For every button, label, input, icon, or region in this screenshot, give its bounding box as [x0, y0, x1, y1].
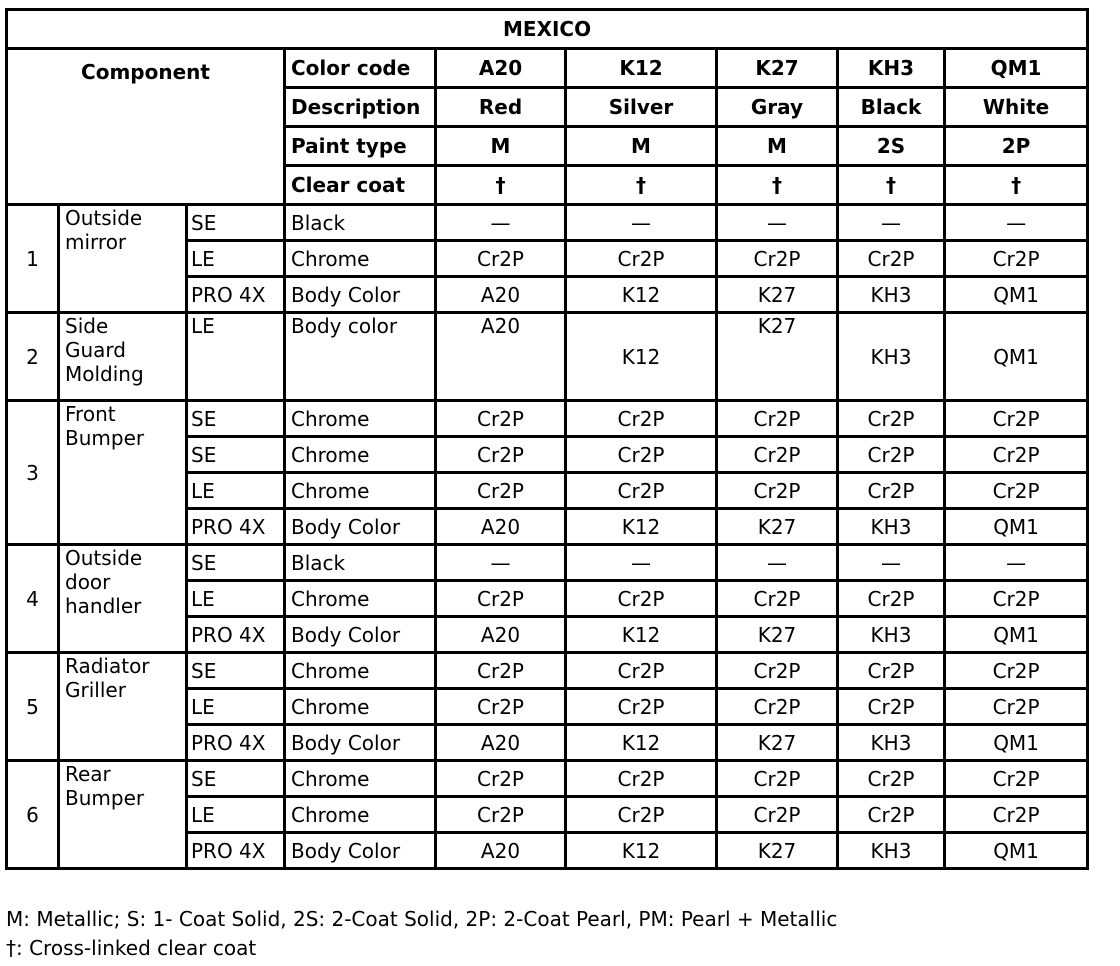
paint-value-cell: —	[838, 545, 945, 581]
paint-value-cell: K12	[566, 313, 717, 401]
paint-value-cell: KH3	[838, 277, 945, 313]
paint-value-cell: A20	[436, 725, 566, 761]
paint-value-cell: Cr2P	[566, 437, 717, 473]
paint-value-cell: Cr2P	[945, 473, 1088, 509]
finish-type: Chrome	[285, 581, 436, 617]
paint-value-cell: —	[945, 205, 1088, 241]
paint-value-cell: KH3	[838, 509, 945, 545]
finish-type: Chrome	[285, 437, 436, 473]
finish-type: Black	[285, 205, 436, 241]
paint-value-cell: QM1	[945, 277, 1088, 313]
clear-coat-cell: †	[945, 166, 1088, 205]
paint-color-table	[5, 8, 1089, 870]
paint-value-cell: Cr2P	[566, 401, 717, 437]
clear-coat-cell: †	[566, 166, 717, 205]
paint-type-cell: 2S	[838, 127, 945, 166]
clear-coat-cell: †	[717, 166, 838, 205]
finish-type: Chrome	[285, 653, 436, 689]
trim-grade: LE	[187, 797, 285, 833]
trim-grade: LE	[187, 473, 285, 509]
paint-value-cell: —	[838, 205, 945, 241]
paint-value-cell: K12	[566, 833, 717, 869]
finish-type: Chrome	[285, 761, 436, 797]
table-title: MEXICO	[7, 10, 1088, 49]
trim-grade: SE	[187, 205, 285, 241]
color-code-label: Color code	[285, 49, 436, 88]
paint-value-cell: Cr2P	[436, 241, 566, 277]
paint-value-cell: K12	[566, 617, 717, 653]
paint-type-cell: 2P	[945, 127, 1088, 166]
paint-value-cell: K27	[717, 277, 838, 313]
finish-type: Body Color	[285, 725, 436, 761]
trim-grade: PRO 4X	[187, 277, 285, 313]
color-description-cell: Black	[838, 88, 945, 127]
component-name: Rear Bumper	[59, 761, 187, 869]
paint-value-cell: Cr2P	[436, 401, 566, 437]
paint-value-cell: Cr2P	[566, 761, 717, 797]
color-code-cell: K12	[566, 49, 717, 88]
paint-value-cell: Cr2P	[566, 473, 717, 509]
clear-coat-cell: †	[838, 166, 945, 205]
finish-type: Black	[285, 545, 436, 581]
trim-grade: PRO 4X	[187, 725, 285, 761]
footnotes	[6, 905, 837, 963]
paint-type-cell: M	[436, 127, 566, 166]
color-description-label: Description	[285, 88, 436, 127]
trim-grade: SE	[187, 401, 285, 437]
paint-value-cell: KH3	[838, 833, 945, 869]
paint-value-cell: —	[436, 205, 566, 241]
paint-value-cell: Cr2P	[436, 797, 566, 833]
paint-value-cell: Cr2P	[436, 473, 566, 509]
paint-value-cell: Cr2P	[838, 241, 945, 277]
clear-coat-legend: †: Cross-linked clear coat	[6, 936, 257, 960]
paint-value-cell: K27	[717, 617, 838, 653]
paint-value-cell: A20	[436, 833, 566, 869]
paint-value-cell: —	[717, 205, 838, 241]
color-code-cell: KH3	[838, 49, 945, 88]
finish-type: Body Color	[285, 509, 436, 545]
paint-value-cell: K12	[566, 277, 717, 313]
paint-value-cell: Cr2P	[566, 797, 717, 833]
component-name: Outside mirror	[59, 205, 187, 313]
paint-value-cell: Cr2P	[838, 797, 945, 833]
component-number: 2	[7, 313, 59, 401]
table-row	[7, 49, 1088, 88]
paint-value-cell: Cr2P	[945, 437, 1088, 473]
paint-value-cell: Cr2P	[945, 401, 1088, 437]
finish-type: Body Color	[285, 617, 436, 653]
paint-value-cell: QM1	[945, 617, 1088, 653]
component-number: 4	[7, 545, 59, 653]
paint-value-cell: Cr2P	[838, 401, 945, 437]
paint-value-cell: Cr2P	[838, 689, 945, 725]
paint-value-cell: Cr2P	[436, 653, 566, 689]
trim-grade: LE	[187, 581, 285, 617]
paint-value-cell: K27	[717, 833, 838, 869]
color-description-cell: Gray	[717, 88, 838, 127]
finish-type: Chrome	[285, 689, 436, 725]
paint-value-cell: Cr2P	[717, 241, 838, 277]
paint-value-cell: KH3	[838, 313, 945, 401]
trim-grade: LE	[187, 313, 285, 401]
paint-value-cell: A20	[436, 509, 566, 545]
table-row	[7, 653, 1088, 689]
component-name: Side Guard Molding	[59, 313, 187, 401]
trim-grade: SE	[187, 545, 285, 581]
trim-grade: PRO 4X	[187, 509, 285, 545]
paint-value-cell: Cr2P	[945, 241, 1088, 277]
clear-coat-label: Clear coat	[285, 166, 436, 205]
paint-value-cell: K27	[717, 725, 838, 761]
color-description-cell: Red	[436, 88, 566, 127]
finish-type: Chrome	[285, 401, 436, 437]
paint-value-cell: KH3	[838, 725, 945, 761]
component-name: Radiator Griller	[59, 653, 187, 761]
paint-type-label: Paint type	[285, 127, 436, 166]
trim-grade: LE	[187, 689, 285, 725]
paint-value-cell: Cr2P	[945, 653, 1088, 689]
paint-value-cell: Cr2P	[717, 653, 838, 689]
color-description-cell: White	[945, 88, 1088, 127]
component-number: 3	[7, 401, 59, 545]
color-description-cell: Silver	[566, 88, 717, 127]
trim-grade: SE	[187, 437, 285, 473]
trim-grade: PRO 4X	[187, 617, 285, 653]
paint-type-cell: M	[717, 127, 838, 166]
paint-value-cell: —	[945, 545, 1088, 581]
component-name: Outside door handler	[59, 545, 187, 653]
paint-type-legend: M: Metallic; S: 1- Coat Solid, 2S: 2-Coat Solid, 2P: 2-Coat Pearl, PM: Pearl + Metallic	[6, 907, 838, 931]
paint-value-cell: A20	[436, 617, 566, 653]
finish-type: Chrome	[285, 797, 436, 833]
finish-type: Body Color	[285, 833, 436, 869]
paint-value-cell: A20	[436, 277, 566, 313]
paint-value-cell: Cr2P	[838, 761, 945, 797]
paint-value-cell: Cr2P	[436, 761, 566, 797]
paint-value-cell: Cr2P	[945, 797, 1088, 833]
paint-value-cell: Cr2P	[945, 689, 1088, 725]
paint-value-cell: Cr2P	[717, 437, 838, 473]
color-code-cell: K27	[717, 49, 838, 88]
paint-value-cell: Cr2P	[566, 653, 717, 689]
paint-value-cell: Cr2P	[838, 437, 945, 473]
paint-value-cell: —	[566, 205, 717, 241]
table-row	[7, 313, 1088, 401]
paint-value-cell: Cr2P	[436, 581, 566, 617]
paint-value-cell: Cr2P	[436, 437, 566, 473]
paint-value-cell: QM1	[945, 509, 1088, 545]
trim-grade: SE	[187, 761, 285, 797]
paint-value-cell: Cr2P	[945, 761, 1088, 797]
paint-value-cell: K12	[566, 509, 717, 545]
paint-value-cell: A20	[436, 313, 566, 401]
paint-value-cell: Cr2P	[838, 473, 945, 509]
table-row	[7, 401, 1088, 437]
trim-grade: PRO 4X	[187, 833, 285, 869]
finish-type: Chrome	[285, 473, 436, 509]
clear-coat-cell: †	[436, 166, 566, 205]
paint-value-cell: Cr2P	[838, 581, 945, 617]
paint-value-cell: Cr2P	[717, 401, 838, 437]
component-number: 1	[7, 205, 59, 313]
table-row	[7, 545, 1088, 581]
paint-value-cell: —	[717, 545, 838, 581]
table-row	[7, 10, 1088, 49]
color-code-cell: QM1	[945, 49, 1088, 88]
paint-value-cell: QM1	[945, 313, 1088, 401]
component-name: Front Bumper	[59, 401, 187, 545]
trim-grade: LE	[187, 241, 285, 277]
paint-value-cell: Cr2P	[717, 473, 838, 509]
finish-type: Body Color	[285, 277, 436, 313]
component-header: Component	[7, 49, 285, 205]
paint-value-cell: KH3	[838, 617, 945, 653]
paint-value-cell: Cr2P	[945, 581, 1088, 617]
paint-value-cell: Cr2P	[717, 689, 838, 725]
paint-value-cell: —	[566, 545, 717, 581]
paint-value-cell: K12	[566, 725, 717, 761]
table-row	[7, 205, 1088, 241]
paint-value-cell: K27	[717, 313, 838, 401]
component-number: 6	[7, 761, 59, 869]
paint-value-cell: Cr2P	[717, 761, 838, 797]
paint-value-cell: Cr2P	[717, 797, 838, 833]
paint-value-cell: Cr2P	[566, 689, 717, 725]
paint-value-cell: Cr2P	[566, 581, 717, 617]
finish-type: Chrome	[285, 241, 436, 277]
color-code-cell: A20	[436, 49, 566, 88]
paint-value-cell: K27	[717, 509, 838, 545]
paint-value-cell: Cr2P	[566, 241, 717, 277]
finish-type: Body color	[285, 313, 436, 401]
paint-value-cell: —	[436, 545, 566, 581]
component-number: 5	[7, 653, 59, 761]
paint-value-cell: Cr2P	[838, 653, 945, 689]
paint-value-cell: QM1	[945, 833, 1088, 869]
paint-value-cell: Cr2P	[436, 689, 566, 725]
trim-grade: SE	[187, 653, 285, 689]
paint-value-cell: Cr2P	[717, 581, 838, 617]
table-row	[7, 761, 1088, 797]
paint-type-cell: M	[566, 127, 717, 166]
paint-value-cell: QM1	[945, 725, 1088, 761]
